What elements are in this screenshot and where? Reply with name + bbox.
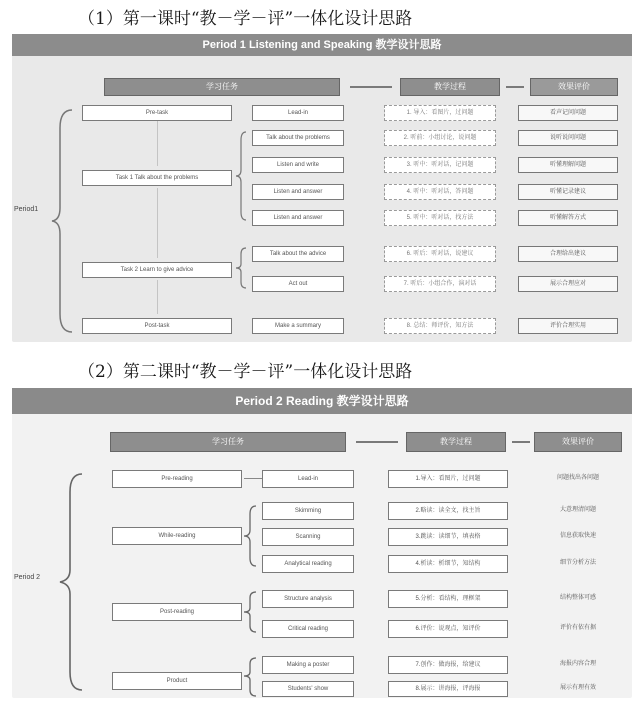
period-label: Period1	[14, 206, 39, 213]
caption-period-2: （2）第二课时“教－学－评”一体化设计思路	[78, 362, 413, 382]
task-brace	[236, 246, 248, 290]
header-learning-tasks: 学习任务	[104, 78, 340, 96]
task-box: Post-task	[82, 318, 232, 334]
task-box: Pre-task	[82, 105, 232, 121]
process-box: 3.跳读：读细节，填表格	[388, 528, 508, 546]
process-box: 1.导入：看图片，过问题	[388, 470, 508, 488]
header-teaching-process: 教学过程	[406, 432, 506, 452]
activity-box: Students' show	[262, 681, 354, 697]
header-teaching-process: 教学过程	[400, 78, 500, 96]
evaluation-box: 展示合理应对	[518, 276, 618, 292]
evaluation-box: 听懂记录建议	[518, 184, 618, 200]
process-box: 3. 听中：听对话，记问题	[384, 157, 496, 173]
connector	[157, 121, 158, 166]
evaluation-box: 听懂理解问题	[518, 157, 618, 173]
header-connector	[350, 86, 392, 88]
connector	[157, 280, 158, 314]
header-connector	[506, 86, 524, 88]
evaluation-text: 展示有理有效	[559, 685, 596, 691]
evaluation-text: 信息获取快速	[559, 533, 596, 539]
period-1-banner: Period 1 Listening and Speaking 教学设计思路	[12, 34, 632, 56]
header-learning-tasks: 学习任务	[110, 432, 346, 452]
caption-period-1: （1）第一课时“教－学－评”一体化设计思路	[78, 9, 413, 29]
process-box: 4.析读：析细节，知结构	[388, 555, 508, 573]
period-label: Period 2	[14, 574, 41, 581]
activity-box: Listen and write	[252, 157, 344, 173]
header-effect-evaluation: 效果评价	[534, 432, 622, 452]
activity-box: Structure analysis	[262, 590, 354, 608]
activity-box: Critical reading	[262, 620, 354, 638]
evaluation-box: 说听说问问题	[518, 130, 618, 146]
header-connector	[356, 441, 398, 443]
task-box: Task 2 Learn to give advice	[82, 262, 232, 278]
evaluation-text: 评价有依有据	[559, 625, 596, 631]
process-box: 1. 导入：看图片，过问题	[384, 105, 496, 121]
activity-box: Listen and answer	[252, 184, 344, 200]
activity-box: Scanning	[262, 528, 354, 546]
process-box: 8. 总结：师评价，知方法	[384, 318, 496, 334]
task-brace	[244, 656, 258, 696]
process-box: 2.略读：读全文，找主旨	[388, 502, 508, 520]
task-box: Product	[112, 672, 242, 690]
process-box: 6. 听后：听对话，说建议	[384, 246, 496, 262]
activity-box: Skimming	[262, 502, 354, 520]
period-2-banner: Period 2 Reading 教学设计思路	[12, 388, 632, 414]
task-box: Pre-reading	[112, 470, 242, 488]
header-effect-evaluation: 效果评价	[530, 78, 618, 96]
evaluation-box: 合理给出建议	[518, 246, 618, 262]
evaluation-box: 听懂解答方式	[518, 210, 618, 226]
process-box: 7.创作：做海报，给建议	[388, 656, 508, 674]
period-1-diagram	[12, 34, 632, 342]
process-box: 4. 听中：听对话，答问题	[384, 184, 496, 200]
evaluation-text: 结构整体可感	[559, 595, 596, 601]
evaluation-box: 评价合理实用	[518, 318, 618, 334]
activity-box: Analytical reading	[262, 555, 354, 573]
activity-box: Making a poster	[262, 656, 354, 674]
connector	[244, 478, 262, 479]
evaluation-text: 大意理清问题	[559, 507, 596, 513]
activity-box: Talk about the advice	[252, 246, 344, 262]
connector	[157, 188, 158, 258]
activity-box: Lead-in	[262, 470, 354, 488]
period-brace	[60, 472, 84, 692]
period-brace	[52, 108, 74, 334]
task-brace	[244, 504, 258, 568]
task-box: While-reading	[112, 527, 242, 545]
process-box: 7. 听后：小组合作，演对话	[384, 276, 496, 292]
process-box: 8.展示：讲海报，评海报	[388, 681, 508, 697]
process-box: 5. 听中：听对话，找方法	[384, 210, 496, 226]
task-box: Task 1 Talk about the problems	[82, 170, 232, 186]
activity-box: Make a summary	[252, 318, 344, 334]
task-brace	[244, 590, 258, 634]
process-box: 2. 听前：小组讨论，说问题	[384, 130, 496, 146]
evaluation-text: 细节分析方法	[559, 560, 596, 566]
header-connector	[512, 441, 530, 443]
process-box: 6.评价：说观点，知评价	[388, 620, 508, 638]
activity-box: Listen and answer	[252, 210, 344, 226]
activity-box: Act out	[252, 276, 344, 292]
activity-box: Lead-in	[252, 105, 344, 121]
period-2-diagram	[12, 388, 632, 698]
task-box: Post-reading	[112, 603, 242, 621]
process-box: 5.分析：看结构，理框架	[388, 590, 508, 608]
evaluation-text: 问题找出各问题	[556, 475, 599, 481]
evaluation-box: 看声记问问题	[518, 105, 618, 121]
activity-box: Talk about the problems	[252, 130, 344, 146]
task-brace	[236, 130, 248, 222]
evaluation-text: 海报内容合理	[559, 661, 596, 667]
